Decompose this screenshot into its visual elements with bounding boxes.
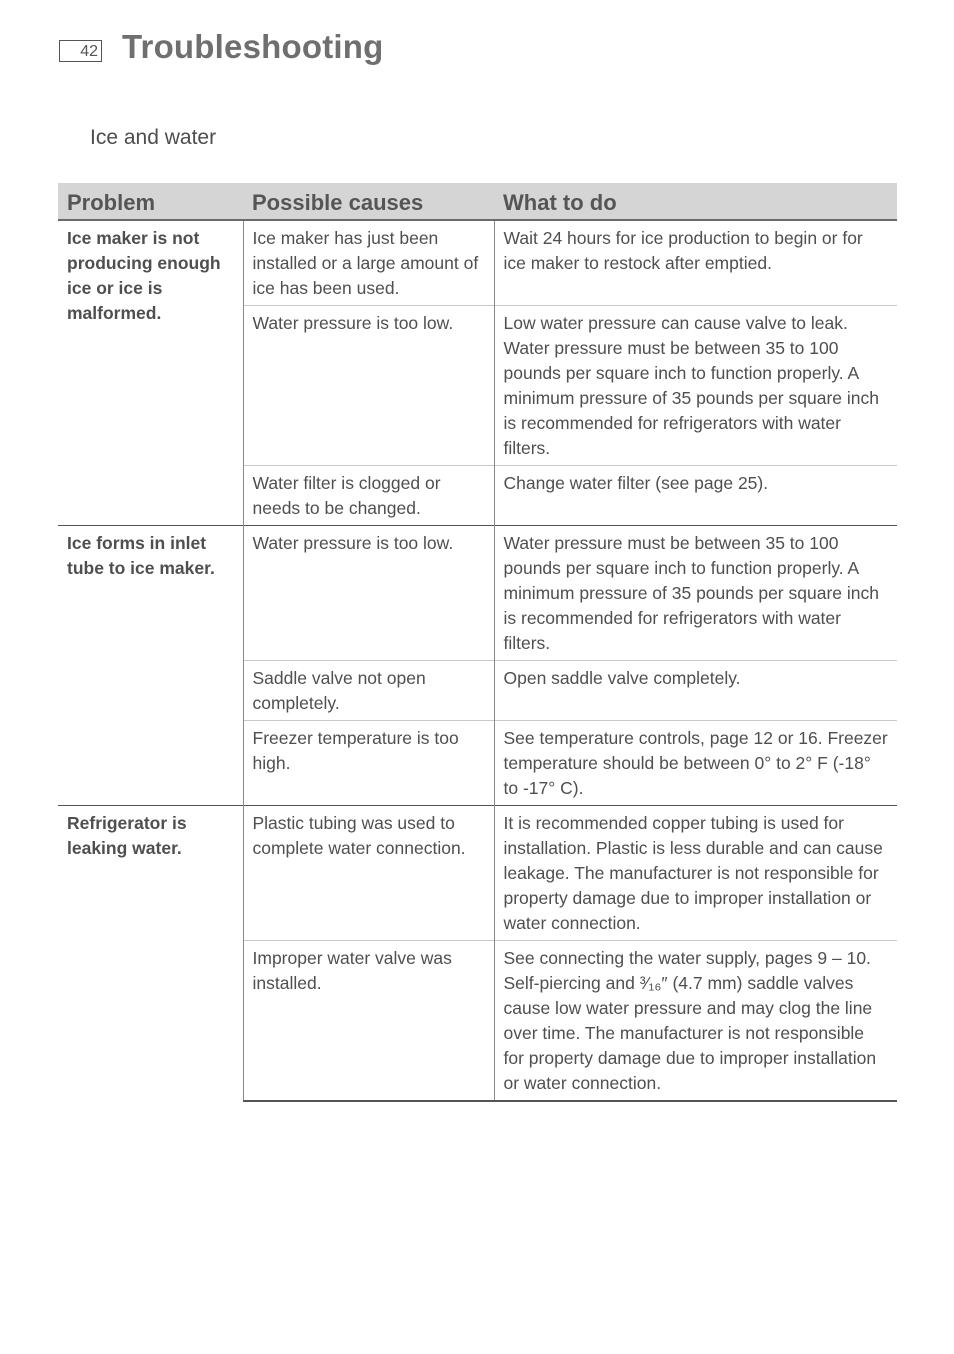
section-title: Ice and water [90,126,217,149]
cause-cell: Water pressure is too low. [243,306,494,466]
table-row [58,526,897,661]
problem-cell: Ice maker is not producing enough ice or ice is malformed. [58,220,243,526]
cause-cell: Ice maker has just been installed or a large amount of ice has been used. [243,220,494,306]
cause-cell: Improper water valve was installed. [243,941,494,1102]
cause-cell: Freezer temperature is too high. [243,721,494,806]
table-header-row [58,183,897,220]
header-possible-causes: Possible causes [243,183,494,220]
cause-cell: Saddle valve not open completely. [243,661,494,721]
problem-cell: Refrigerator is leaking water. [58,806,243,1102]
action-cell: Open saddle valve completely. [494,661,897,721]
cause-cell: Water pressure is too low. [243,526,494,661]
action-cell: See connecting the water supply, pages 9 – 10. Self-piercing and ³⁄₁₆″ (4.7 mm) saddle valves cause low water pressure and may clog the line over time. The manufacturer is not responsible for property damage due to improper installation or water connection. [494,941,897,1102]
action-cell: Low water pressure can cause valve to leak. Water pressure must be between 35 to 100 pounds per square inch to function properly. A minimum pressure of 35 pounds per square inch is recommended for refrigerators with water filters. [494,306,897,466]
cause-cell: Water filter is clogged or needs to be changed. [243,466,494,526]
action-cell: It is recommended copper tubing is used for installation. Plastic is less durable and can cause leakage. The manufacturer is not responsible for property damage due to improper installation or water connection. [494,806,897,941]
action-cell: Wait 24 hours for ice production to begin or for ice maker to restock after emptied. [494,220,897,306]
cause-cell: Plastic tubing was used to complete water connection. [243,806,494,941]
page-title: Troubleshooting [122,28,384,65]
action-cell: Change water filter (see page 25). [494,466,897,526]
header-what-to-do: What to do [494,183,897,220]
header-problem: Problem [58,183,243,220]
troubleshooting-table [58,183,897,1102]
action-cell: See temperature controls, page 12 or 16. Freezer temperature should be between 0° to 2° F (-18° to -17° C). [494,721,897,806]
table-row [58,806,897,941]
problem-cell: Ice forms in inlet tube to ice maker. [58,526,243,806]
page-number: 42 [59,40,102,62]
action-cell: Water pressure must be between 35 to 100 pounds per square inch to function properly. A minimum pressure of 35 pounds per square inch is recommended for refrigerators with water filters. [494,526,897,661]
table-row [58,220,897,306]
